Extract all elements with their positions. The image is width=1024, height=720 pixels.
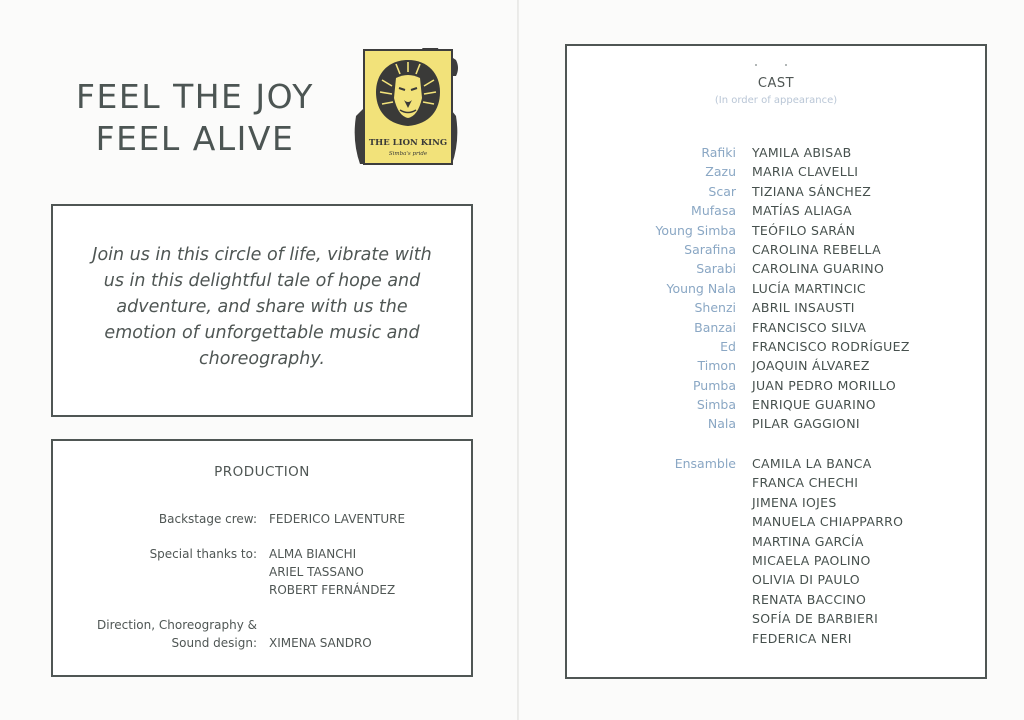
ensemble-actor: OLIVIA DI PAULO — [752, 572, 860, 588]
ensemble-row — [567, 512, 987, 531]
cast-role: Banzai — [694, 319, 736, 335]
lion-king-logo-image — [352, 46, 460, 168]
cast-role: Young Nala — [666, 280, 736, 296]
production-label-line: Sound design: — [171, 636, 257, 650]
headline-line-1: FEEL THE JOY — [76, 77, 314, 116]
cast-role: Nala — [707, 416, 736, 432]
cast-row — [567, 414, 987, 433]
cast-row — [567, 318, 987, 337]
production-value: ARIEL TASSANO — [269, 565, 364, 579]
ensemble-row — [567, 609, 987, 628]
cast-role: Sarafina — [684, 241, 736, 257]
production-label: Backstage crew: — [158, 512, 257, 526]
cast-row — [567, 279, 987, 298]
ensemble-actor: RENATA BACCINO — [752, 591, 867, 607]
cast-actor: ENRIQUE GUARINO — [752, 397, 876, 413]
cast-role: Timon — [697, 358, 736, 374]
poster-subtitle: Simba's pride — [388, 151, 428, 157]
cast-box — [565, 44, 987, 679]
cast-actor: TEÓFILO SARÁN — [752, 222, 856, 238]
production-label — [97, 616, 257, 652]
poster-title: THE LION KING — [368, 138, 448, 148]
ensemble-row — [567, 590, 987, 609]
cast-row — [567, 221, 987, 240]
ensemble-actor: CAMILA LA BANCA — [752, 456, 872, 471]
cast-actor: JOAQUIN ÁLVAREZ — [752, 358, 870, 374]
cast-row — [567, 162, 987, 181]
cast-role: Mufasa — [691, 203, 736, 219]
cast-actor: TIZIANA SÁNCHEZ — [752, 183, 872, 199]
intro-box — [51, 204, 473, 417]
ensemble-row — [567, 532, 987, 551]
ensemble-row — [567, 493, 987, 512]
ensemble-row — [567, 551, 987, 570]
cast-role: Rafiki — [701, 145, 736, 160]
cast-actor: FRANCISCO RODRÍGUEZ — [752, 338, 910, 354]
cast-role: Zazu — [705, 164, 736, 180]
ensemble-row — [567, 570, 987, 589]
production-label: Special thanks to: — [149, 547, 257, 561]
cast-role: Shenzi — [694, 300, 736, 316]
cast-row — [567, 240, 987, 259]
production-label-line: Direction, Choreography & — [97, 618, 257, 632]
cast-role: Simba — [696, 397, 736, 413]
ensemble-actor: FRANCA CHECHI — [752, 475, 859, 491]
cast-role: Ed — [720, 338, 736, 354]
production-box — [51, 439, 473, 677]
cast-list — [567, 143, 987, 434]
ensemble-actor: FEDERICA NERI — [752, 630, 852, 646]
lion-king-poster — [352, 46, 460, 168]
print-speck — [785, 64, 787, 66]
cast-row — [567, 376, 987, 395]
cast-actor: CAROLINA GUARINO — [752, 261, 885, 277]
ensemble-label: Ensamble — [674, 456, 736, 471]
ensemble-actor: MANUELA CHIAPPARRO — [752, 514, 904, 530]
cast-row — [567, 356, 987, 375]
cast-row — [567, 143, 987, 162]
page-fold — [517, 0, 519, 720]
production-value: ROBERT FERNÁNDEZ — [269, 583, 396, 597]
cast-row — [567, 182, 987, 201]
ensemble-actor: MARTINA GARCÍA — [752, 533, 864, 549]
production-value: ALMA BIANCHI — [269, 547, 357, 561]
ensemble-actor: SOFÍA DE BARBIERI — [752, 611, 879, 627]
production-title: PRODUCTION — [214, 464, 310, 480]
cast-role: Young Simba — [655, 222, 736, 238]
cast-actor: JUAN PEDRO MORILLO — [752, 377, 896, 393]
cast-actor: PILAR GAGGIONI — [752, 416, 860, 432]
ensemble-list — [567, 454, 987, 646]
headline — [70, 76, 320, 160]
cast-actor: MATÍAS ALIAGA — [752, 203, 852, 219]
headline-line-2: FEEL ALIVE — [95, 119, 295, 158]
cast-actor: YAMILA ABISAB — [752, 145, 852, 160]
cast-role: Pumba — [692, 377, 736, 393]
cast-title: CAST — [757, 76, 795, 91]
cast-role: Scar — [708, 183, 736, 199]
cast-actor: LUCÍA MARTINCIC — [752, 280, 866, 296]
ensemble-row — [567, 629, 987, 648]
cast-row — [567, 201, 987, 220]
cast-role: Sarabi — [696, 261, 736, 277]
cast-actor: FRANCISCO SILVA — [752, 319, 867, 335]
cast-subtitle: (In order of appearance) — [714, 95, 838, 106]
cast-row — [567, 337, 987, 356]
cast-actor: CAROLINA REBELLA — [752, 241, 881, 257]
cast-row — [567, 395, 987, 414]
ensemble-row — [567, 473, 987, 492]
cast-actor: ABRIL INSAUSTI — [752, 300, 855, 316]
intro-text: Join us in this circle of life, vibrate with us in this delightful tale of hope and adventure, and share with us the emotion of unforgettable music and choreography. — [92, 245, 432, 369]
cast-actor: MARIA CLAVELLI — [752, 164, 859, 180]
cast-row — [567, 298, 987, 317]
ensemble-actor: MICAELA PAOLINO — [752, 552, 871, 568]
production-value: XIMENA SANDRO — [269, 636, 372, 650]
ensemble-actor: JIMENA IOJES — [752, 494, 837, 510]
production-value: FEDERICO LAVENTURE — [269, 512, 406, 526]
cast-row — [567, 259, 987, 278]
ensemble-row — [567, 454, 987, 473]
print-speck — [755, 64, 757, 66]
